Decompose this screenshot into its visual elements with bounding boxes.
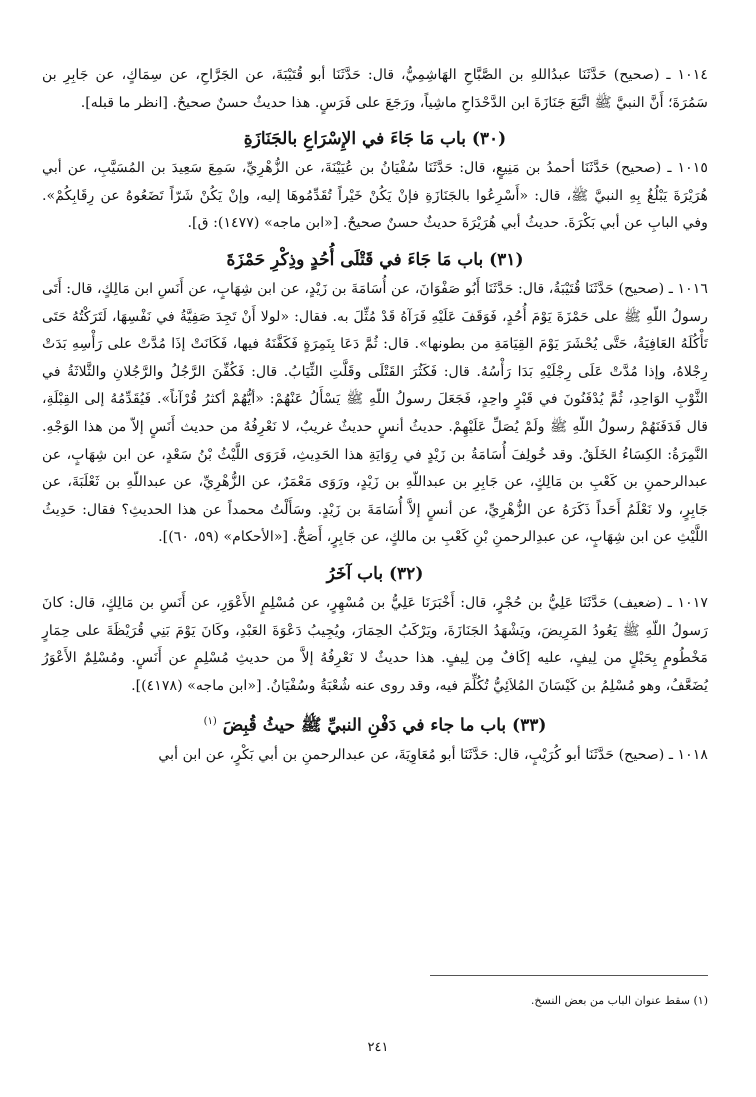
hadith-1015: ١٠١٥ ـ (صحيح) حَدَّثَنَا أحمدُ بن مَنِيعٍ، قال: حَدَّثَنَا سُفْيَانُ بن عُيَيْنَةَ، عن الزُّهْرِيِّ، سَمِعَ سَعِيدَ بن المُسَيَّبِ، عن أبي هُرَيْرَةَ يَبْلُغُ بِهِ النبيَّ ﷺ، قال: «أَسْرِعُوا بالجَنَازَةِ فإنْ يَكُنْ خَيْراً تُقَدِّمُوهَا إليه، وإنْ يَكُنْ شَرّاً تَضَعُوهُ عن رِقَابِكُمْ». وفي البابِ عن أبي بَكْرَةَ. حديثُ أبي هُرَيْرَةَ حديثٌ حسنٌ صحيحٌ. [«ابن ماجه» (١٤٧٧): ق]. xyxy=(42,160,708,232)
page-number: ٢٤١ xyxy=(367,1040,389,1055)
chapter-33-heading xyxy=(42,709,708,739)
footnote-divider xyxy=(430,975,708,976)
chapter-32-heading: (٣٢) باب آخَرُ xyxy=(326,563,424,584)
hadith-1018: ١٠١٨ ـ (صحيح) حَدَّثَنَا أبو كُرَيْبٍ، قال: حَدَّثَنَا أبو مُعَاوِيَةَ، عن عبدالرحمنِ بن أبي بَكْرٍ، عن ابن أبي xyxy=(158,746,708,763)
hadith-1016: ١٠١٦ ـ (صحيح) حَدَّثَنَا قُتَيْبَةُ، قال: حَدَّثَنَا أَبُو صَفْوَانَ، عن أُسَامَةَ بن زَيْدٍ، عن ابن شِهَابٍ، عن أَنَسِ ابن مَالِكٍ، قال: أَتَى رسولُ اللّهِ ﷺ على حَمْزَةَ يَوْمَ أُحُدٍ، فَوَقَفَ عَلَيْهِ فَرَآهُ قَدْ مُثِّلَ به. فقال: «لولا أَنْ تَجِدَ صَفِيَّةُ في نَفْسِهَا، لَتَرَكْتُهُ حَتَى تَأْكُلَهُ العَافِيَةُ، حَتَّى يُحْشَرَ يَوْمَ القِيَامَةِ من بطونها». قال: ثُمَّ دَعَا بِنَمِرَةٍ فَكَفَّنَهُ فيها، فَكَانَتْ إذَا مُدَّتْ على رَأْسِهِ بَدَتْ رِجْلاهُ، وإذا مُدَّتْ عَلَى رِجْلَيْهِ بَدَا رَأْسُهُ. قال: فَكَثُرَ القَتْلَى وقَلَّتِ الثِّيَابُ. قال: فَكُفِّنَ الرَّجُلُ والرَّجُلانِ والثَّلاثَةُ في الثَّوْبِ الوَاحِدِ، ثُمَّ يُدْفَنُونَ في قَبْرٍ واحِدٍ، فَجَعَلَ رسولُ اللّهِ ﷺ يَسْأَلُ عَنْهُمْ: «أيُّهُمْ أكثرُ قُرْآناً». فَيُقَدِّمُهُ إلى القِبْلَةِ، قال فَدَفَنَهُمْ رسولُ اللّهِ ﷺ ولَمْ يُصَلِّ عَلَيْهِمْ. حديثُ أنسٍ حديثٌ غريبٌ، لا نَعْرِفُهُ من حديث أَنَسٍ إلاّ من هذا الوَجْهِ. النَّمِرَةُ: الكِسَاءُ الخَلَقُ. وقد خُولِفَ أُسَامَةُ بن زَيْدٍ في رِوَايَةِ هذا الحَدِيثِ، فَرَوَى اللَّيْثُ بْنُ سَعْدٍ، عن ابن شِهَابٍ، عن عبدالرحمنِ بن كَعْبِ بن مَالِكٍ، عن جَابِرِ بن عبداللّهِ بن زَيْدٍ، ورَوَى مَعْمَرٌ، عن الزُّهْرِيِّ، عن عبداللّهِ بن ثَعْلَبَةَ، عن جَابِرٍ، ولا نَعْلَمُ أَحَداً ذَكَرَهُ عن الزُّهْرِيِّ، عن أنسٍ إلاَّ أُسَامَةَ بن زَيْدٍ. وسَأَلْتُ محمداً عن هذا الحديثِ؟ فقال: حَدِيثُ اللَّيْثِ عن ابن شِهَابٍ، عن عبدِالرحمنِ بْنِ كَعْبِ بن مالكٍ، عن جَابِرٍ، أَصَحُّ. [«الأحكام» (٥٩، ٦٠)]. xyxy=(42,280,708,546)
chapter-30-heading: (٣٠) باب مَا جَاءَ في الإِسْرَاعِ بالجَنَازَةِ xyxy=(243,129,507,150)
hadith-1017: ١٠١٧ ـ (ضعيف) حَدَّثَنَا عَلِيُّ بن حُجْرٍ، قال: أَخْبَرَنَا عَلِيُّ بن مُسْهِرٍ، عن مُسْلِمٍ الأَعْوَرِ، عن أَنَسِ بن مَالِكٍ، قال: كانَ رَسولُ اللّهِ ﷺ يَعُودُ المَرِيضَ، ويَشْهَدُ الجَنَازَةَ، ويَرْكَبُ الحِمَارَ، ويُجِيبُ دَعْوَةَ العَبْدِ، وكَانَ يَوْمَ بَنِي قُرَيْظَةَ على حِمَارٍ مَخْطُومٍ بِحَبْلٍ من لِيفٍ، عليه إكَافٌ مِن لِيفٍ. هذا حديثٌ لا نَعْرِفُهُ إلاَّ من حديثِ مُسْلِمٍ عن أَنَسٍ. ومُسْلِمٌ الأَعْوَرُ يُضَعَّفُ، وهو مُسْلِمُ بن كَيْسَانَ المُلاَئِيُّ تُكُلِّمَ فيه، وقد روى عنه شُعْبَةُ وسُفْيَانُ. [«ابن ماجه» (٤١٧٨)]. xyxy=(42,594,708,694)
footnote: (١) سقط عنوان الباب من بعض النسخ. xyxy=(530,994,708,1007)
footnote-marker: (١) xyxy=(203,716,217,728)
chapter-31-heading: (٣١) باب مَا جَاءَ في قَتْلَى أُحُدٍ وذِكْرِ حَمْزَةَ xyxy=(226,249,524,270)
chapter-33-title: (٣٣) باب ما جاء في دَفْنِ النبيِّ ﷺ حيثُ قُبِضَ xyxy=(222,715,547,736)
hadith-1014: ١٠١٤ ـ (صحيح) حَدَّثَنَا عبدُاللهِ بن الصَّبَّاحِ الهَاشِمِيُّ، قال: حَدَّثَنَا أبو قُتَيْبَةَ، عن الجَرَّاحِ، عن سِمَاكٍ، عن جَابِرِ بن سَمُرَةَ؛ أَنَّ النبيَّ ﷺ اتَّبَعَ جَنَازَةَ ابن الدَّحْدَاحِ ماشِياً، ورَجَعَ على فَرَسٍ. هذا حديثٌ حسنٌ صحيحٌ. [انظر ما قبله]. xyxy=(42,67,708,111)
